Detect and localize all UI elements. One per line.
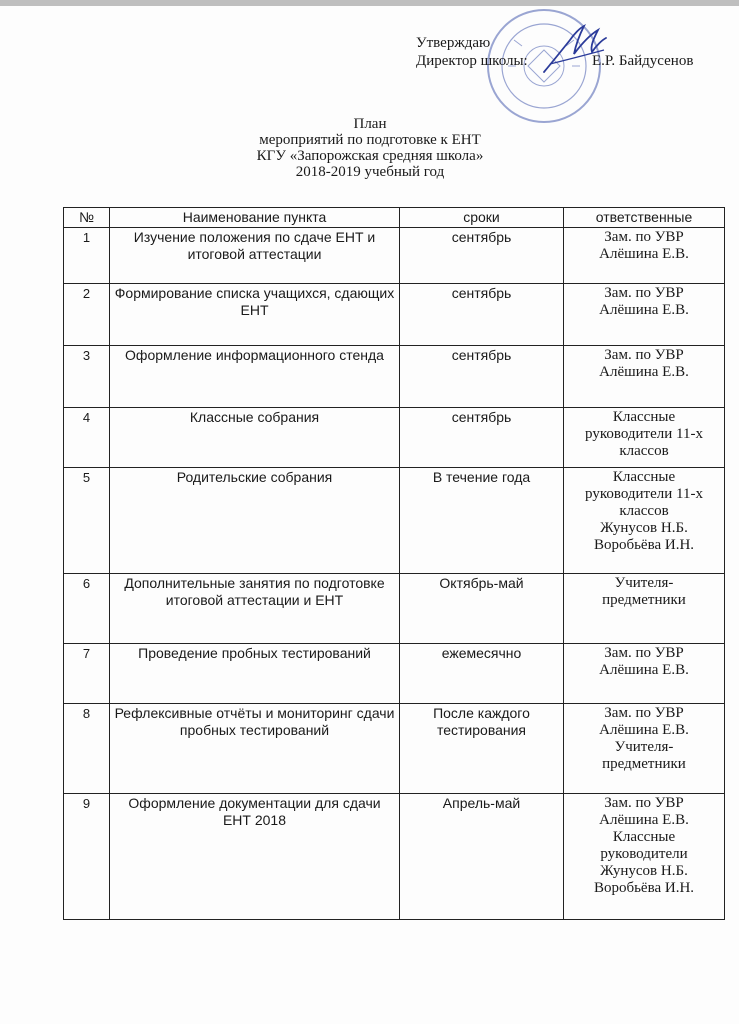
responsible-line: Жунусов Н.Б.	[600, 863, 688, 879]
table-row	[64, 228, 725, 284]
row-number: 6	[64, 574, 110, 644]
header-name: Наименование пункта	[110, 208, 400, 228]
table-header-row	[64, 208, 725, 228]
header-resp: ответственные	[564, 208, 725, 228]
responsible-line: Алёшина Е.В.	[599, 662, 689, 678]
row-number: 9	[64, 794, 110, 920]
scan-top-band	[0, 0, 739, 6]
responsible-line: Зам. по УВР	[604, 645, 684, 661]
table-row	[64, 284, 725, 346]
table-row	[64, 468, 725, 574]
responsible-line: Зам. по УВР	[604, 229, 684, 245]
responsible-line: Алёшина Е.В.	[599, 812, 689, 828]
row-term: сентябрь	[400, 284, 564, 346]
title-line-3: КГУ «Запорожская средняя школа»	[256, 148, 484, 164]
row-number: 5	[64, 468, 110, 574]
row-item-name: Оформление информационного стенда	[110, 346, 400, 408]
row-number: 3	[64, 346, 110, 408]
responsible-line: Зам. по УВР	[604, 705, 684, 721]
responsible-line: руководители 11-х	[585, 486, 703, 502]
responsible-line: Зам. по УВР	[604, 285, 684, 301]
table-row	[64, 408, 725, 468]
approval-block	[416, 34, 694, 70]
director-signature	[540, 20, 610, 80]
responsible-line: Учителя-	[614, 575, 674, 591]
responsible-line: классов	[619, 443, 669, 459]
row-responsible	[564, 228, 725, 284]
row-item-name: Дополнительные занятия по подготовке итоговой аттестации и ЕНТ	[110, 574, 400, 644]
responsible-line: Алёшина Е.В.	[599, 246, 689, 262]
approve-label: Утверждаю	[416, 35, 491, 51]
row-term: ежемесячно	[400, 644, 564, 704]
responsible-line: классов	[619, 503, 669, 519]
responsible-line: Зам. по УВР	[604, 347, 684, 363]
responsible-line: Учителя-	[614, 739, 674, 755]
plan-title	[150, 116, 590, 180]
row-term: сентябрь	[400, 228, 564, 284]
responsible-line: Жунусов Н.Б.	[600, 520, 688, 536]
plan-table	[63, 207, 725, 920]
table-row	[64, 644, 725, 704]
row-item-name: Изучение положения по сдаче ЕНТ и итоговой аттестации	[110, 228, 400, 284]
row-responsible	[564, 468, 725, 574]
row-term: Октябрь-май	[400, 574, 564, 644]
header-num: №	[64, 208, 110, 228]
row-responsible	[564, 574, 725, 644]
title-line-2: мероприятий по подготовке к ЕНТ	[259, 132, 481, 148]
responsible-line: Воробьёва И.Н.	[593, 537, 695, 553]
title-line-1: План	[353, 116, 387, 132]
responsible-line: Алёшина Е.В.	[599, 302, 689, 318]
responsible-line: предметники	[602, 592, 686, 608]
table-row	[64, 346, 725, 408]
table-row	[64, 704, 725, 794]
table-row	[64, 574, 725, 644]
row-responsible	[564, 284, 725, 346]
row-responsible	[564, 794, 725, 920]
row-term: сентябрь	[400, 346, 564, 408]
responsible-line: Классные	[612, 469, 676, 485]
responsible-line: предметники	[602, 756, 686, 772]
row-responsible	[564, 408, 725, 468]
row-item-name: Родительские собрания	[110, 468, 400, 574]
title-line-4: 2018-2019 учебный год	[295, 164, 445, 180]
responsible-line: Алёшина Е.В.	[599, 722, 689, 738]
row-number: 4	[64, 408, 110, 468]
row-term: Апрель-май	[400, 794, 564, 920]
director-label: Директор школы:	[416, 53, 528, 69]
responsible-line: Воробьёва И.Н.	[593, 880, 695, 896]
header-term: сроки	[400, 208, 564, 228]
row-term: После каждого тестирования	[400, 704, 564, 794]
director-name: Е.Р. Байдусенов	[592, 53, 694, 69]
responsible-line: Классные	[612, 829, 676, 845]
responsible-line: Алёшина Е.В.	[599, 364, 689, 380]
responsible-line: Зам. по УВР	[604, 795, 684, 811]
row-item-name: Оформление документации для сдачи ЕНТ 2018	[110, 794, 400, 920]
row-number: 7	[64, 644, 110, 704]
row-item-name: Рефлексивные отчёты и мониторинг сдачи пробных тестирований	[110, 704, 400, 794]
row-number: 8	[64, 704, 110, 794]
row-responsible	[564, 644, 725, 704]
responsible-line: руководители 11-х	[585, 426, 703, 442]
row-responsible	[564, 704, 725, 794]
row-responsible	[564, 346, 725, 408]
responsible-line: руководители	[600, 846, 688, 862]
row-item-name: Проведение пробных тестирований	[110, 644, 400, 704]
row-item-name: Формирование списка учащихся, сдающих ЕНТ	[110, 284, 400, 346]
table-row	[64, 794, 725, 920]
row-number: 1	[64, 228, 110, 284]
responsible-line: Классные	[612, 409, 676, 425]
row-item-name: Классные собрания	[110, 408, 400, 468]
row-term: В течение года	[400, 468, 564, 574]
row-number: 2	[64, 284, 110, 346]
row-term: сентябрь	[400, 408, 564, 468]
